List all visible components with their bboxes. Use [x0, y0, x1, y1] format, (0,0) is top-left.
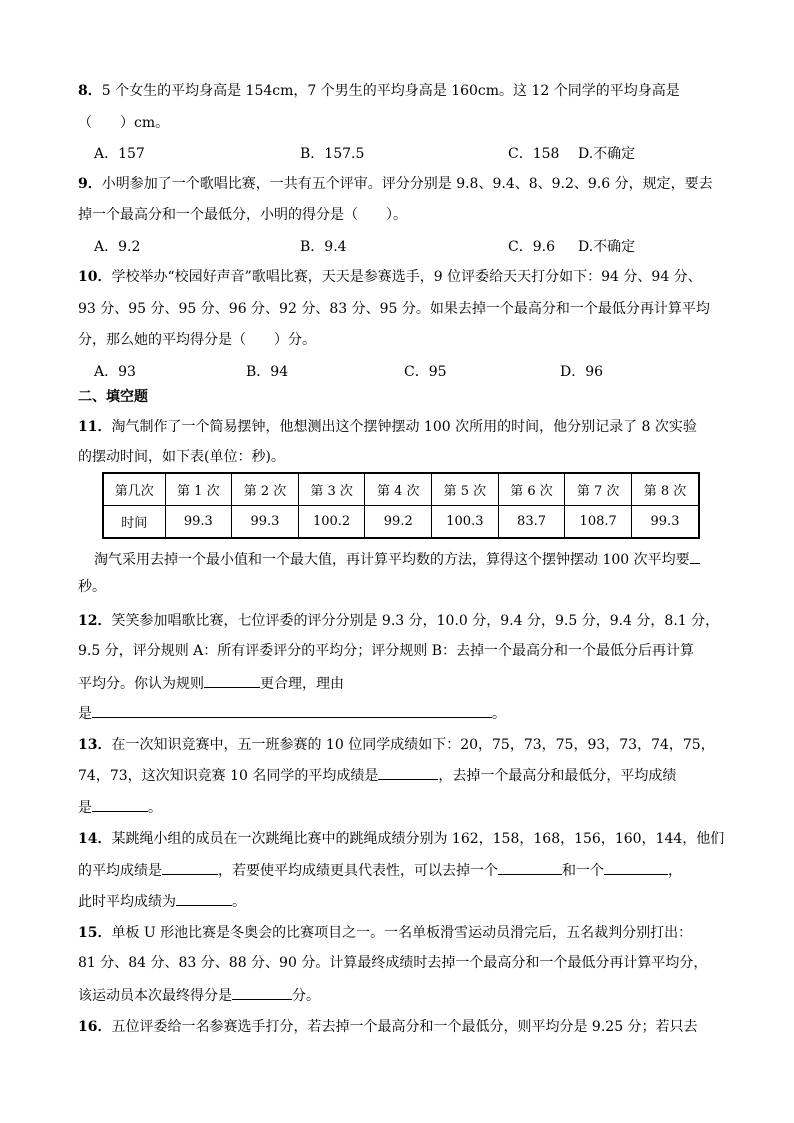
q8-number: 8．: [78, 83, 102, 99]
q16-line1: 16．五位评委给一名参赛选手打分，若去掉一个最高分和一个最低分，则平均分是 9.25 分；若只去: [78, 1019, 698, 1035]
q8-line2: （ ）cm。: [78, 115, 170, 131]
q10-option-a: A．93: [94, 364, 136, 380]
q10-option-c: C．95: [404, 364, 447, 380]
q13-line2: 74，73，这次知识竞赛 10 名同学的平均成绩是 ，去掉一个最高分和最低分，平均成绩: [78, 764, 676, 786]
table-cell: 108.7: [565, 506, 632, 539]
q9-option-d: D.不确定: [578, 239, 636, 255]
q15-score-blank[interactable]: [232, 984, 292, 1000]
table-cell: 第 5 次: [432, 473, 499, 506]
q12-line4: 是 。: [78, 702, 506, 724]
table-cell: 第 2 次: [232, 473, 299, 506]
section-heading-fill-in: 二、填空题: [78, 389, 148, 405]
q10-line2: 93 分、95 分、95 分、96 分、92 分、83 分、95 分。如果去掉一个最高分和一个最低分再计算平均: [78, 301, 710, 317]
q14-number: 14．: [78, 831, 112, 847]
q13-number: 13．: [78, 737, 112, 753]
q13-adjusted-average-blank[interactable]: [92, 796, 148, 812]
q8-option-b: B．157.5: [300, 146, 365, 162]
q12-number: 12．: [78, 613, 112, 629]
q16-number: 16．: [78, 1019, 112, 1035]
table-cell: 第 8 次: [631, 473, 699, 506]
table-cell: 99.3: [165, 506, 232, 539]
q10-number: 10．: [78, 269, 112, 285]
q8-option-a: A．157: [94, 146, 145, 162]
q10-line3: 分，那么她的平均得分是（ ）分。: [78, 332, 316, 348]
q12-line1: 12．笑笑参加唱歌比赛，七位评委的评分分别是 9.3 分，10.0 分，9.4 分，9.5 分，9.4 分，8.1 分，: [78, 613, 720, 629]
q15-line3: 该运动员本次最终得分是 分。: [78, 984, 320, 1006]
q14-line2: 的平均成绩是 ，若要使平均成绩更具代表性，可以去掉一个 和一个 ，: [78, 859, 682, 881]
q11-answer-blank[interactable]: [690, 548, 700, 564]
q9-option-b: B．9.4: [300, 239, 347, 255]
q11-line2: 的摆动时间，如下表(单位：秒)。: [78, 449, 285, 465]
q8-line1: 8．5 个女生的平均身高是 154cm，7 个男生的平均身高是 160cm。这 12 个同学的平均身高是: [78, 83, 680, 99]
table-cell: 第 6 次: [498, 473, 565, 506]
pendulum-time-table: [102, 472, 700, 539]
table-cell: 99.3: [232, 506, 299, 539]
q11-line1: 11．淘气制作了一个简易摆钟，他想测出这个摆钟摆动 100 次所用的时间，他分别记录了 8 次实验: [78, 419, 697, 435]
table-cell: 时间: [103, 506, 165, 539]
table-cell: 第几次: [103, 473, 165, 506]
q11-number: 11．: [78, 419, 112, 435]
q13-line3: 是 。: [78, 796, 162, 818]
q11-line3: 淘气采用去掉一个最小值和一个最大值，再计算平均数的方法，算得这个摆钟摆动 100 次平均要: [94, 548, 700, 570]
q8-option-d: D.不确定: [578, 146, 636, 162]
q13-line1: 13．在一次知识竞赛中，五一班参赛的 10 位同学成绩如下：20，75，73，75，93，73，74，75，: [78, 737, 715, 753]
q14-average-blank[interactable]: [162, 859, 218, 875]
table-cell: 99.2: [365, 506, 432, 539]
q14-remove-second-blank[interactable]: [604, 859, 668, 875]
q11-line4: 秒。: [78, 579, 106, 595]
q14-new-average-blank[interactable]: [176, 890, 232, 906]
q15-number: 15．: [78, 925, 112, 941]
table-cell: 第 7 次: [565, 473, 632, 506]
q10-options: [94, 361, 714, 383]
table-cell: 第 4 次: [365, 473, 432, 506]
q12-reason-blank[interactable]: [92, 702, 492, 718]
q15-line2: 81 分、84 分、83 分、88 分、90 分。计算最终成绩时去掉一个最高分和一个最低分再计算平均分，: [78, 955, 708, 971]
table-cell: 83.7: [498, 506, 565, 539]
q9-line1: 9．小明参加了一个歌唱比赛，一共有五个评审。评分分别是 9.8、9.4、8、9.2、9.6 分，规定，要去: [78, 176, 713, 192]
q13-average-blank[interactable]: [378, 764, 438, 780]
q14-line3: 此时平均成绩为 。: [78, 890, 246, 912]
q9-option-c: C．9.6: [508, 239, 555, 255]
table-row: [103, 506, 699, 539]
q8-option-c: C．158: [508, 146, 560, 162]
q14-line1: 14．某跳绳小组的成员在一次跳绳比赛中的跳绳成绩分别为 162，158，168，156，160，144，他们: [78, 831, 725, 847]
table-cell: 100.2: [298, 506, 365, 539]
table-cell: 第 1 次: [165, 473, 232, 506]
q9-number: 9．: [78, 176, 102, 192]
table-cell: 第 3 次: [298, 473, 365, 506]
q15-line1: 15．单板 U 形池比赛是冬奥会的比赛项目之一。一名单板滑雪运动员滑完后，五名裁判分别打出：: [78, 925, 693, 941]
q10-option-d: D．96: [560, 364, 604, 380]
table-cell: 100.3: [432, 506, 499, 539]
q14-remove-first-blank[interactable]: [498, 859, 562, 875]
q9-line2: 掉一个最高分和一个最低分，小明的得分是（ ）。: [78, 207, 407, 223]
q9-options: [94, 236, 714, 258]
q8-options: [94, 143, 714, 165]
q10-line1: 10．学校举办“校园好声音”歌唱比赛，天天是参赛选手，9 位评委给天天打分如下：94 分、94 分、: [78, 269, 702, 285]
q10-option-b: B．94: [246, 364, 289, 380]
q12-line3: 平均分。你认为规则 更合理，理由: [78, 672, 344, 694]
q12-line2: 9.5 分，评分规则 A：所有评委评分的平均分；评分规则 B：去掉一个最高分和一个最低分后再计算: [78, 643, 695, 659]
q9-option-a: A．9.2: [94, 239, 141, 255]
table-header-row: [103, 473, 699, 506]
table-cell: 99.3: [631, 506, 699, 539]
q12-rule-blank[interactable]: [204, 672, 260, 688]
